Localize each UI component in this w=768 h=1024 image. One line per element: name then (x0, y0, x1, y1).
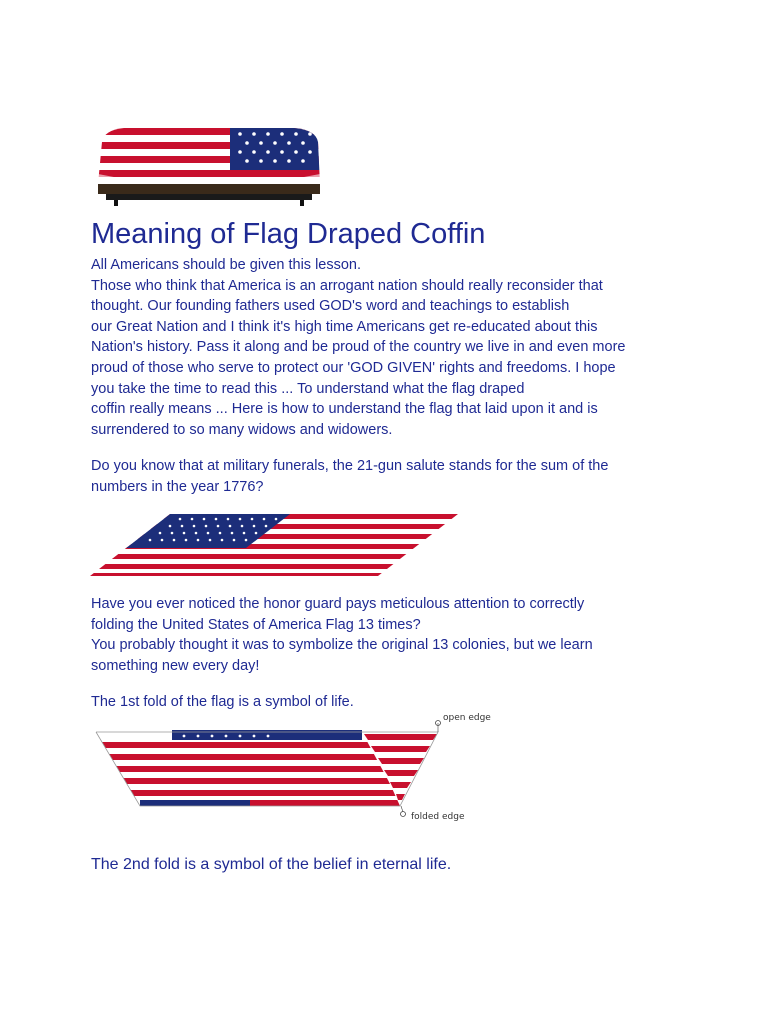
intro-line: proud of those who serve to protect our 'GOD GIVEN' rights and freedoms. I hope (91, 359, 616, 376)
flat-flag-image (90, 512, 460, 578)
open-edge-label: open edge (443, 713, 491, 723)
salute-line: Do you know that at military funerals, the 21-gun salute stands for the sum of the (91, 458, 609, 474)
salute-line: numbers in the year 1776? (91, 478, 264, 495)
folded-edge-label: folded edge (411, 812, 465, 822)
folding-line: something new every day! (91, 657, 260, 674)
intro-line: our Great Nation and I think it's high time Americans get re-educated about this (91, 318, 598, 335)
page-title: Meaning of Flag Draped Coffin (91, 218, 486, 250)
intro-line: you take the time to read this ... To understand what the flag draped (91, 380, 525, 397)
intro-line: coffin really means ... Here is how to understand the flag that laid upon it and is (91, 401, 598, 418)
fold2-text: The 2nd fold is a symbol of the belief in eternal life. (91, 856, 452, 873)
intro-line: surrendered to so many widows and widowers. (91, 421, 393, 438)
fold1-text: The 1st fold of the flag is a symbol of life. (91, 694, 354, 710)
folding-line: Have you ever noticed the honor guard pays meticulous attention to correctly (91, 596, 585, 612)
folding-paragraph (91, 594, 593, 676)
intro-line: All Americans should be given this lesson. (91, 257, 362, 273)
folding-line: folding the United States of America Flag 13 times? (91, 616, 421, 633)
intro-line: thought. Our founding fathers used GOD's word and teachings to establish (91, 298, 570, 315)
intro-line: Nation's history. Pass it along and be proud of the country we live in and even more (91, 339, 626, 356)
salute-paragraph (91, 456, 608, 497)
intro-line: Those who think that America is an arrogant nation should really reconsider that (91, 277, 603, 294)
folding-line: You probably thought it was to symbolize the original 13 colonies, but we learn (91, 637, 593, 654)
intro-paragraph (91, 255, 625, 440)
first-fold-diagram (92, 710, 492, 828)
flag-draped-coffin-image (94, 124, 324, 206)
